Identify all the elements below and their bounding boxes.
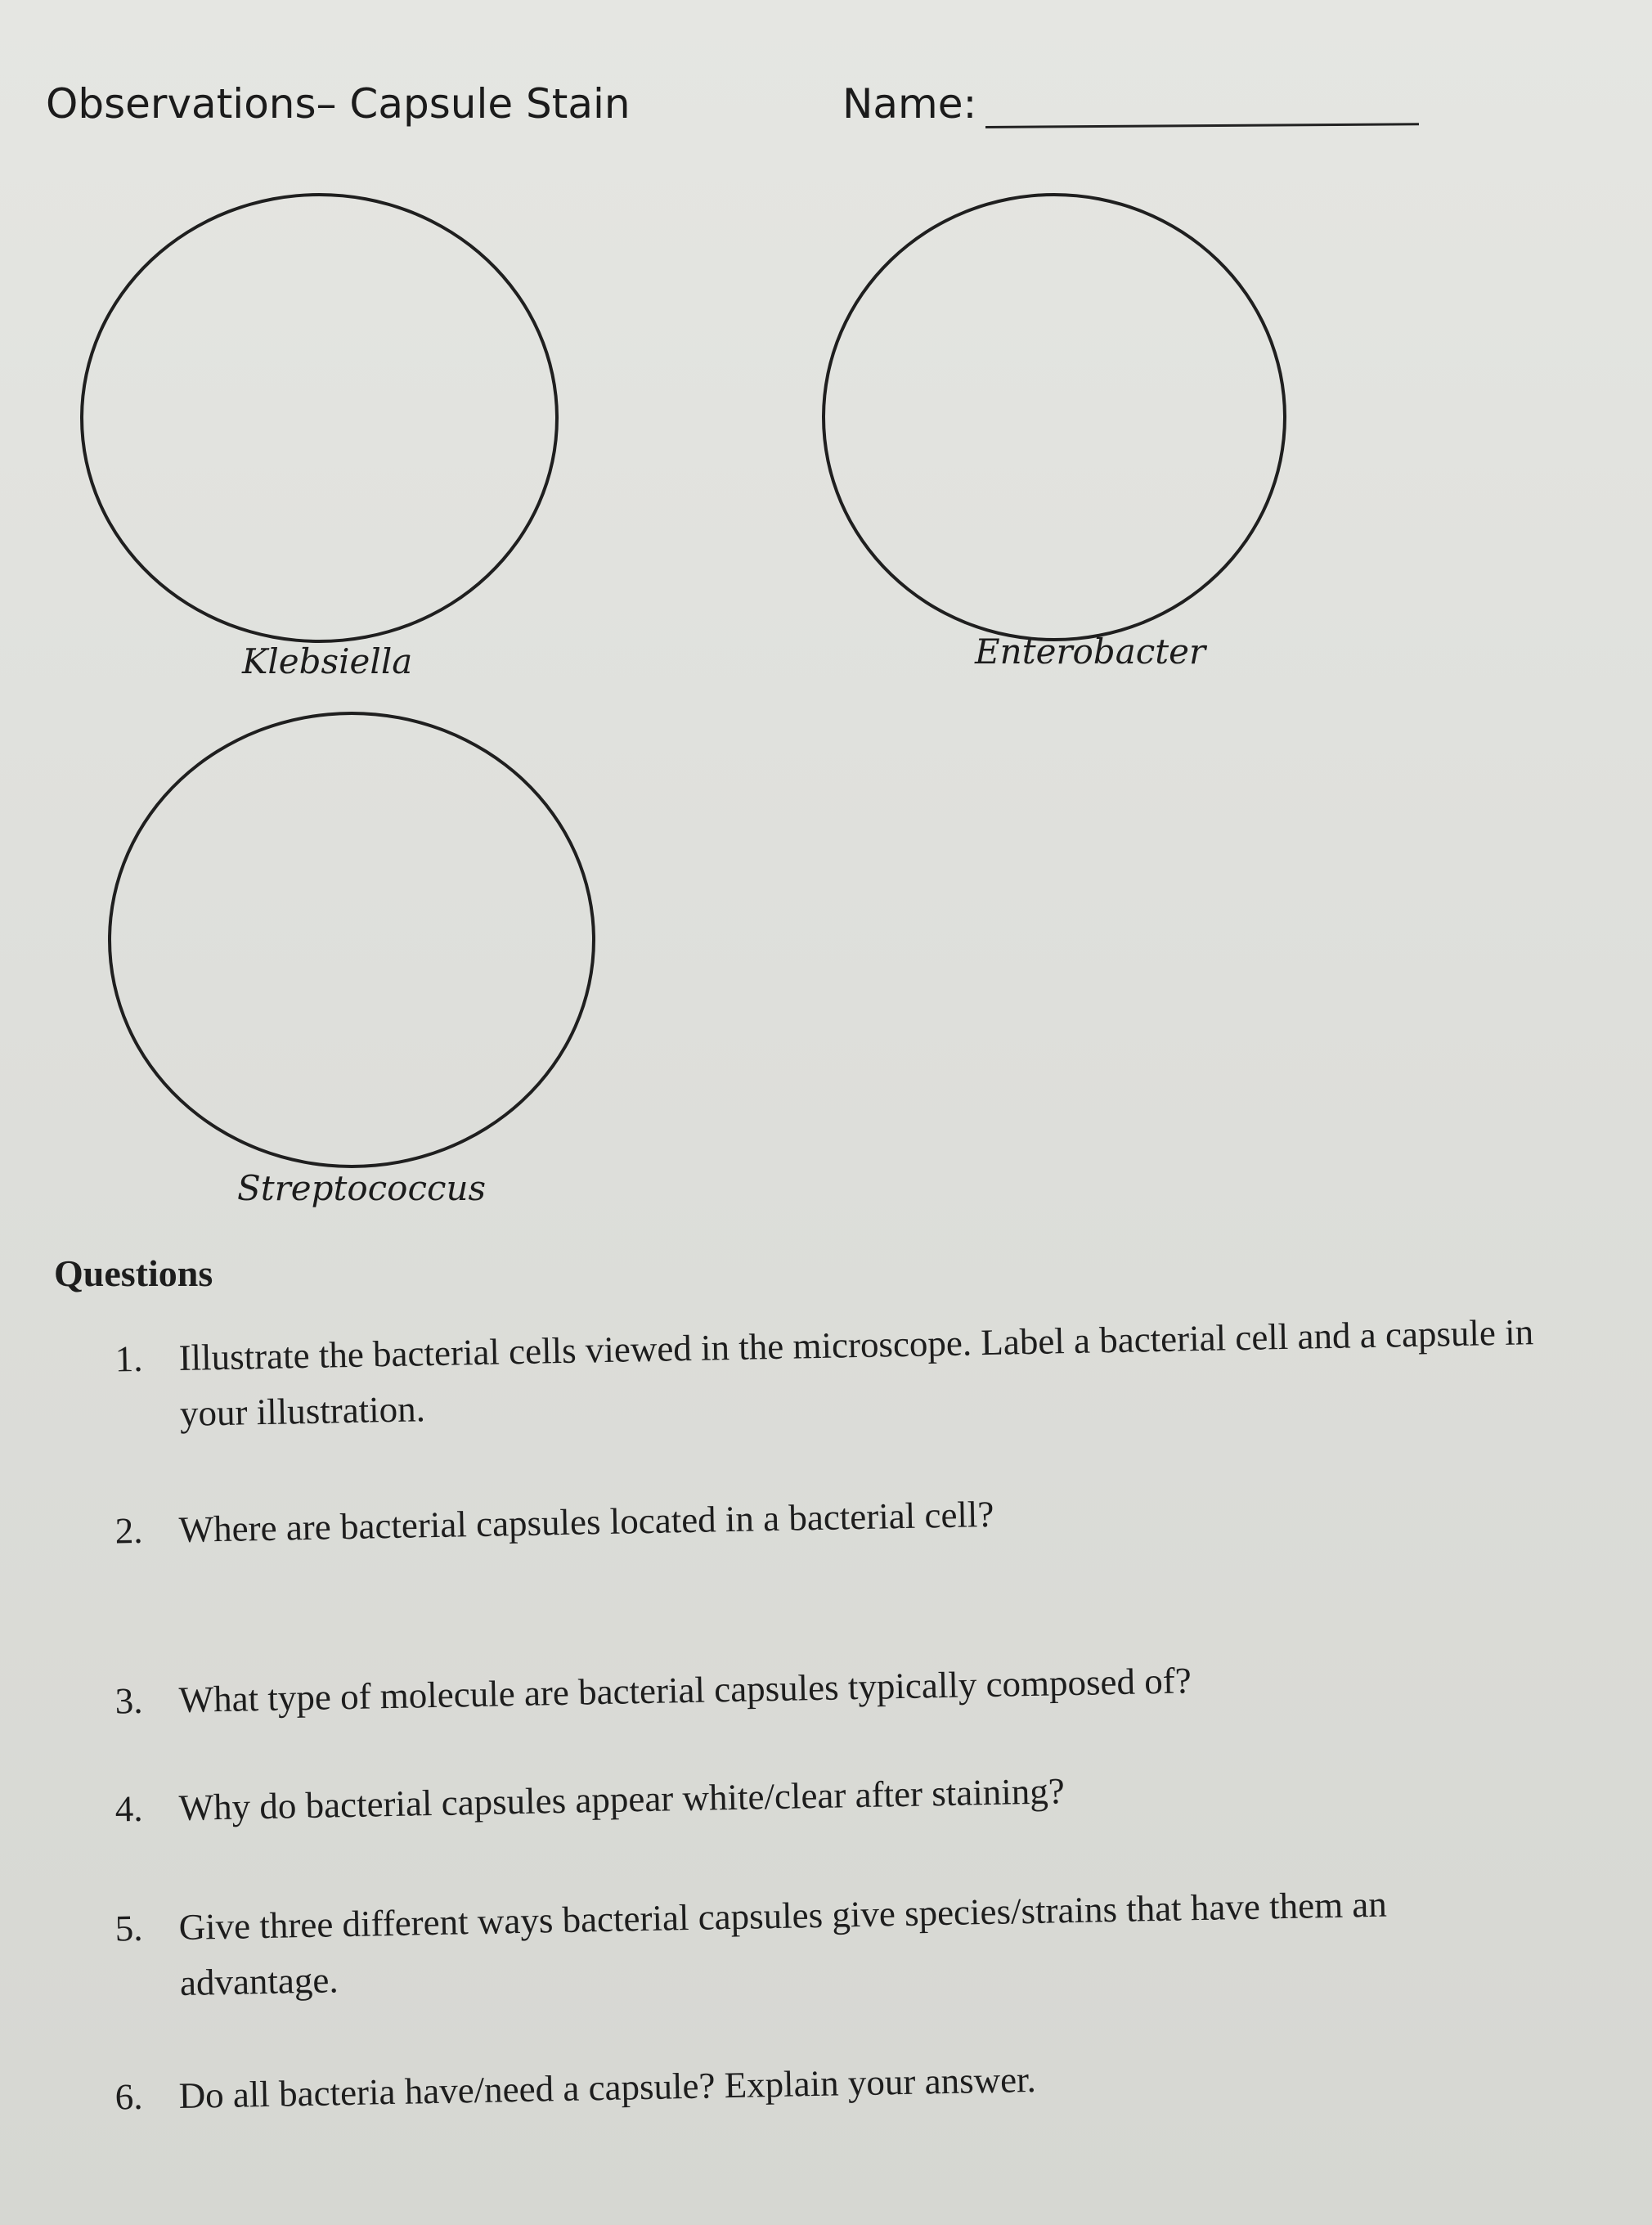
name-field-line[interactable] xyxy=(985,123,1419,128)
question-text: Where are bacterial capsules located in a bacterial cell? xyxy=(178,1493,994,1550)
question-number: 5. xyxy=(114,1907,143,1949)
question-number: 2. xyxy=(114,1509,143,1552)
question-text: Why do bacterial capsules appear white/clear after staining? xyxy=(178,1770,1066,1828)
question-2 xyxy=(114,1473,1651,1558)
question-6 xyxy=(114,2039,1651,2124)
streptococcus-label: Streptococcus xyxy=(237,1168,487,1208)
name-label: Name: xyxy=(842,80,977,128)
enterobacter-drawing-circle[interactable] xyxy=(822,193,1286,641)
question-number: 6. xyxy=(114,2075,143,2118)
question-text: What type of molecule are bacterial capsules typically composed of? xyxy=(178,1660,1192,1720)
worksheet-title: Observations– Capsule Stain xyxy=(46,80,631,128)
question-5 xyxy=(114,1874,1521,2011)
questions-heading: Questions xyxy=(54,1252,213,1294)
question-3 xyxy=(114,1643,1651,1728)
question-number: 3. xyxy=(114,1679,143,1722)
question-text: Give three different ways bacterial capsules give species/strains that have them an advantage. xyxy=(178,1883,1388,2003)
question-1 xyxy=(114,1303,1587,1441)
question-number: 1. xyxy=(114,1337,143,1380)
question-number: 4. xyxy=(114,1787,143,1830)
question-text: Do all bacteria have/need a capsule? Explain your answer. xyxy=(178,2058,1037,2116)
klebsiella-drawing-circle[interactable] xyxy=(80,193,559,643)
question-text: Illustrate the bacterial cells viewed in the microscope. Label a bacterial cell and a capsule in your illustration. xyxy=(178,1311,1534,1434)
question-4 xyxy=(114,1751,1651,1836)
klebsiella-label: Klebsiella xyxy=(242,641,413,681)
streptococcus-drawing-circle[interactable] xyxy=(108,712,595,1168)
enterobacter-label: Enterobacter xyxy=(975,632,1206,672)
